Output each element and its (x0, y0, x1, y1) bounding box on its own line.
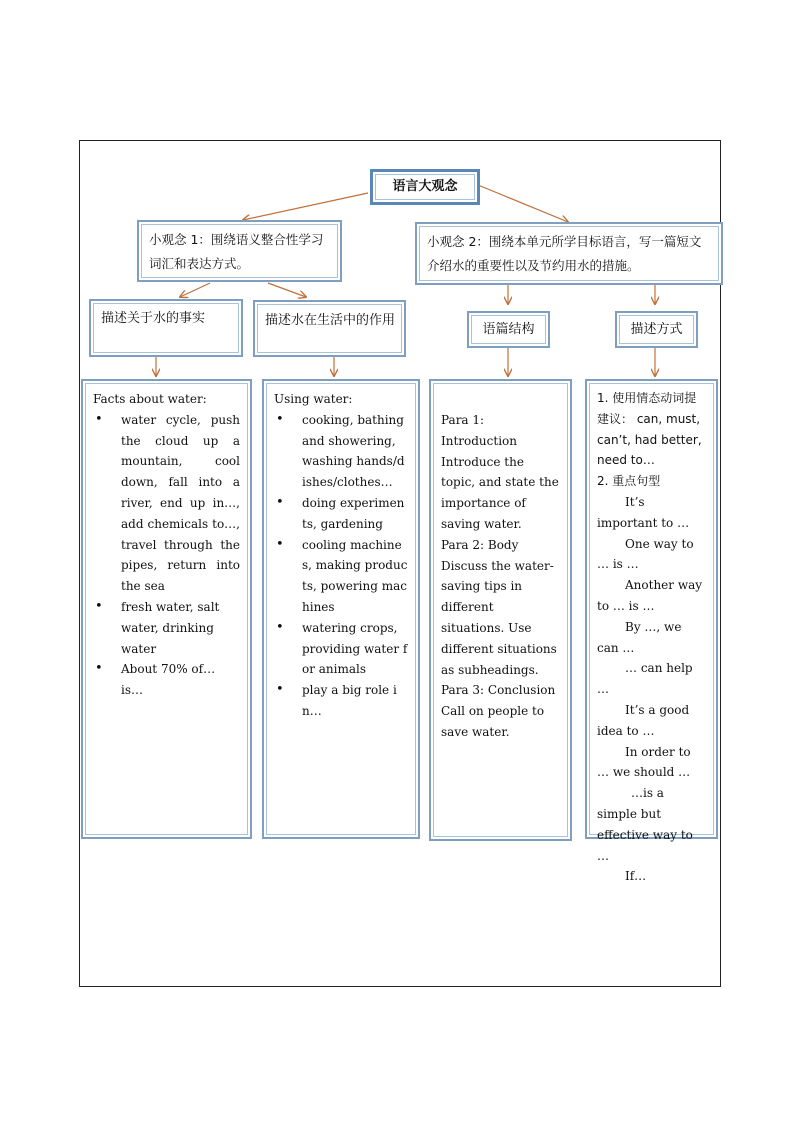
category-expression-label: 描述方式 (630, 322, 683, 337)
structure-para1-text: Introduce the topic, and state the importance of saving water. (441, 454, 559, 531)
pattern-item: In order to … we should … (597, 744, 691, 780)
pattern-item: It’s a good idea to … (597, 702, 690, 738)
list-item: • play a big role in… (302, 680, 408, 722)
pattern-item: If… (625, 869, 647, 884)
structure-para2-text: Discuss the water-saving tips in different situations. Use different situations as subheadings. (441, 558, 557, 677)
list-item: • fresh water, salt water, drinking water (121, 597, 240, 659)
pattern-item: Another way to … is … (597, 578, 703, 613)
uses-box (262, 379, 420, 839)
category-structure-box (467, 311, 550, 348)
structure-para3-text: Call on people to save water. (441, 704, 545, 739)
structure-para1-heading: Para 1: Introduction (441, 413, 517, 448)
list-item: • cooling machines, making products, powering machines (302, 535, 408, 618)
sub-idea-2-box (415, 222, 723, 285)
title-box (370, 169, 480, 205)
list-item: • cooking, bathing and showering, washing hands/dishes/clothes… (302, 410, 408, 493)
structure-para3-heading: Para 3: Conclusion (441, 683, 556, 698)
category-uses-label: 描述水在生活中的作用 (265, 313, 396, 328)
category-expression-box (615, 311, 698, 348)
structure-para2-heading: Para 2: Body (441, 537, 519, 552)
sub-idea-2-text: 小观念 2：围绕本单元所学目标语言，写一篇短文介绍水的重要性以及节约用水的措施。 (427, 234, 702, 273)
category-facts-box (89, 299, 243, 357)
category-uses-box (253, 300, 406, 357)
expression-item1: 1. 使用情态动词提建议： can, must, can’t, had better, need to… (597, 391, 702, 468)
facts-heading: Facts about water: (93, 392, 207, 406)
sub-idea-1-box (137, 220, 342, 282)
facts-box (81, 379, 252, 839)
category-structure-label: 语篇结构 (482, 322, 535, 337)
list-item: • water cycle, push the cloud up a mountain, cool down, fall into a river, end up in…, add chemicals to…, travel through the pipes, return into the sea (121, 410, 240, 597)
expression-box (585, 379, 718, 884)
list-item: • About 70% of… is… (121, 659, 240, 701)
uses-list (274, 410, 408, 722)
pattern-item: By …, we can … (597, 619, 682, 655)
pattern-item: It’s important to … (597, 494, 690, 530)
structure-box (429, 379, 572, 841)
category-facts-label: 描述关于水的事实 (101, 311, 206, 326)
pattern-item: One way to … is … (597, 536, 694, 572)
uses-heading: Using water: (274, 392, 353, 406)
pattern-item: … can help … (597, 661, 693, 697)
diagram-title: 语言大观念 (392, 179, 458, 194)
facts-list (93, 410, 240, 701)
expression-item2: 2. 重点句型 (597, 474, 661, 489)
list-item: • watering crops, providing water for animals (302, 618, 408, 680)
list-item: • doing experiments, gardening (302, 493, 408, 535)
sub-idea-1-text: 小观念 1：围绕语义整合性学习词汇和表达方式。 (149, 232, 324, 271)
pattern-item: …is a simple but effective way to … (597, 786, 693, 863)
